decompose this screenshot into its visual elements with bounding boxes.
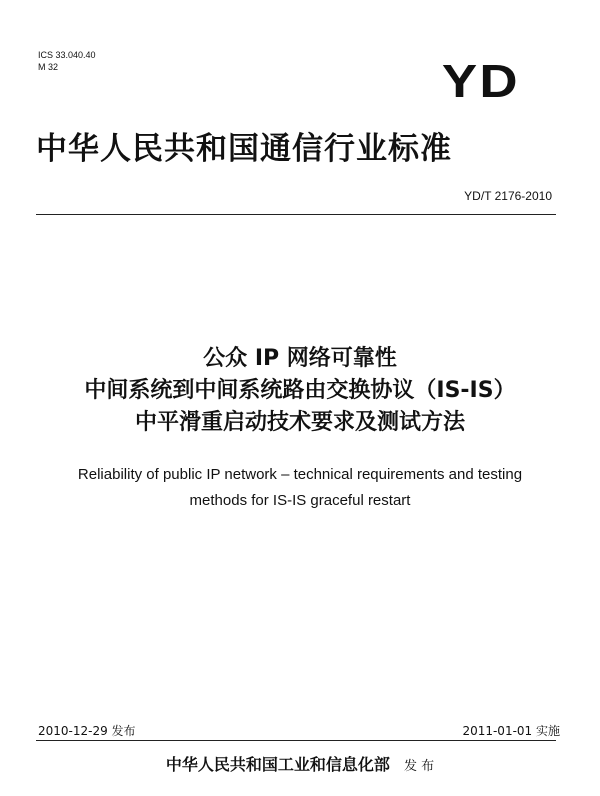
- title-line-2: 中间系统到中间系统路由交换协议（IS-IS）: [84, 378, 516, 403]
- issuer-name: 中华人民共和国工业和信息化部: [165, 755, 390, 774]
- standard-number: YD/T 2176-2010: [464, 189, 552, 203]
- title-line-1: 公众 IP 网络可靠性: [203, 346, 397, 371]
- ics-code: ICS 33.040.40: [38, 50, 96, 60]
- standard-title: 中华人民共和国通信行业标准: [36, 131, 452, 167]
- issuer-line: [0, 752, 600, 775]
- issue-word: 发 布: [403, 759, 435, 774]
- yd-logo: YD: [441, 55, 520, 107]
- ccs-code: M 32: [38, 62, 59, 72]
- implement-date: 2011-01-01 实施: [462, 724, 560, 738]
- document-title-en: [20, 462, 580, 514]
- header-divider: [36, 214, 556, 215]
- publish-date: 2010-12-29 发布: [38, 724, 136, 738]
- en-title-line-2: methods for IS-IS graceful restart: [189, 492, 411, 509]
- classification-codes: [38, 49, 96, 73]
- title-line-3: 中平滑重启动技术要求及测试方法: [134, 410, 465, 435]
- document-title-cn: [0, 343, 600, 439]
- en-title-line-1: Reliability of public IP network – technical requirements and testing: [77, 466, 523, 483]
- footer-divider: [36, 740, 556, 741]
